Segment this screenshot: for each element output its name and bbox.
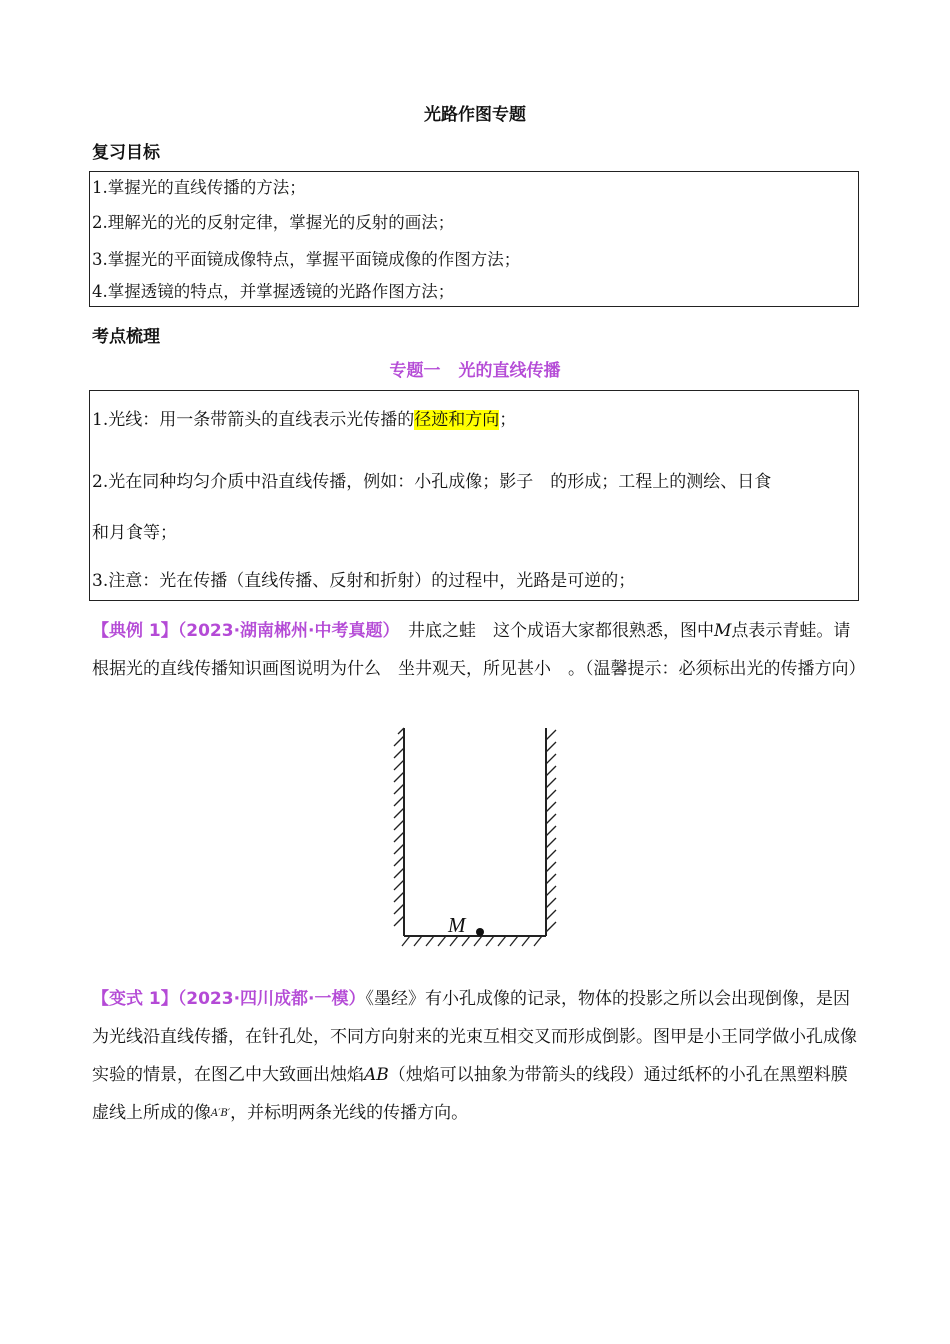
variant-1 [92,980,862,1133]
topic-title [0,356,950,381]
key-point-1-highlight: 径迹和方向 [414,410,500,430]
page-title: 光路作图专题 [424,105,526,125]
example-1-tag: 【典例 1】 [92,621,178,641]
variant-1-var-image: A′B′ [211,1108,231,1119]
variant-1-var-ab: AB [364,1065,389,1085]
key-point-2-line2: 和月食等； [92,523,177,543]
topic-number: 专题一 [389,361,441,381]
right-wall [546,728,556,936]
review-goals-heading: 复习目标 [92,143,160,163]
example-1 [92,612,866,688]
key-points-box [89,390,859,601]
left-wall [394,728,404,936]
key-point-2-line1: 2.光在同种均匀介质中沿直线传播，例如：小孔成像；影子 的形成；工程上的测绘、日食 [92,472,772,492]
goal-item-3: 3.掌握光的平面镜成像特点，掌握平面镜成像的作图方法； [92,249,521,269]
goal-item-2: 2.理解光的光的反射定律，掌握光的反射的画法； [92,212,455,232]
example-1-source: （2023·湖南郴州·中考真题） [177,621,391,641]
key-point-1 [90,405,516,430]
example-1-text-b: 点表示青蛙。请根据光的直线传播知识画图说明为什么 坐井观天，所见甚小 。（温馨提示：必须标出光的传播方向） [92,621,866,679]
key-point-1-end: ； [499,410,517,430]
example-1-var-m: M [713,621,732,641]
key-point-3: 3.注意：光在传播（直线传播、反射和折射）的过程中，光路是可逆的； [92,571,636,591]
well-bottom [402,936,546,946]
key-point-1-text: 1.光线：用一条带箭头的直线表示光传播的 [92,410,415,430]
goal-item-4: 4.掌握透镜的特点，并掌握透镜的光路作图方法； [92,282,455,301]
frog-label-m: M [448,913,466,937]
variant-1-text-b: （烛焰可以抽象为带箭头的线段）通过纸杯的小孔在黑塑料膜虚线上所成的像 [92,1065,848,1123]
variant-1-text-c: ，并标明两条光线的传播方向。 [230,1103,469,1123]
key-points-heading: 考点梳理 [92,327,160,347]
frog-point-m [476,928,484,936]
goal-item-1: 1.掌握光的直线传播的方法； [92,178,306,197]
well-frog-figure [380,722,570,952]
variant-1-text-a: 《墨经》有小孔成像的记录，物体的投影之所以会出现倒像，是因为光线沿直线传播，在针孔处，不同方向射来的光束互相交叉而形成倒影。图甲是小王同学做小孔成像实验的情景，在图乙中大致画出烛焰 [92,989,857,1085]
review-goals-box [89,171,859,307]
example-1-text-a: 井底之蛙 这个成语大家都很熟悉，图中 [390,621,714,641]
variant-1-tag: 【变式 1】 [92,989,178,1009]
topic-name: 光的直线传播 [458,361,561,381]
variant-1-source: （2023·四川成都·一模） [177,989,366,1009]
